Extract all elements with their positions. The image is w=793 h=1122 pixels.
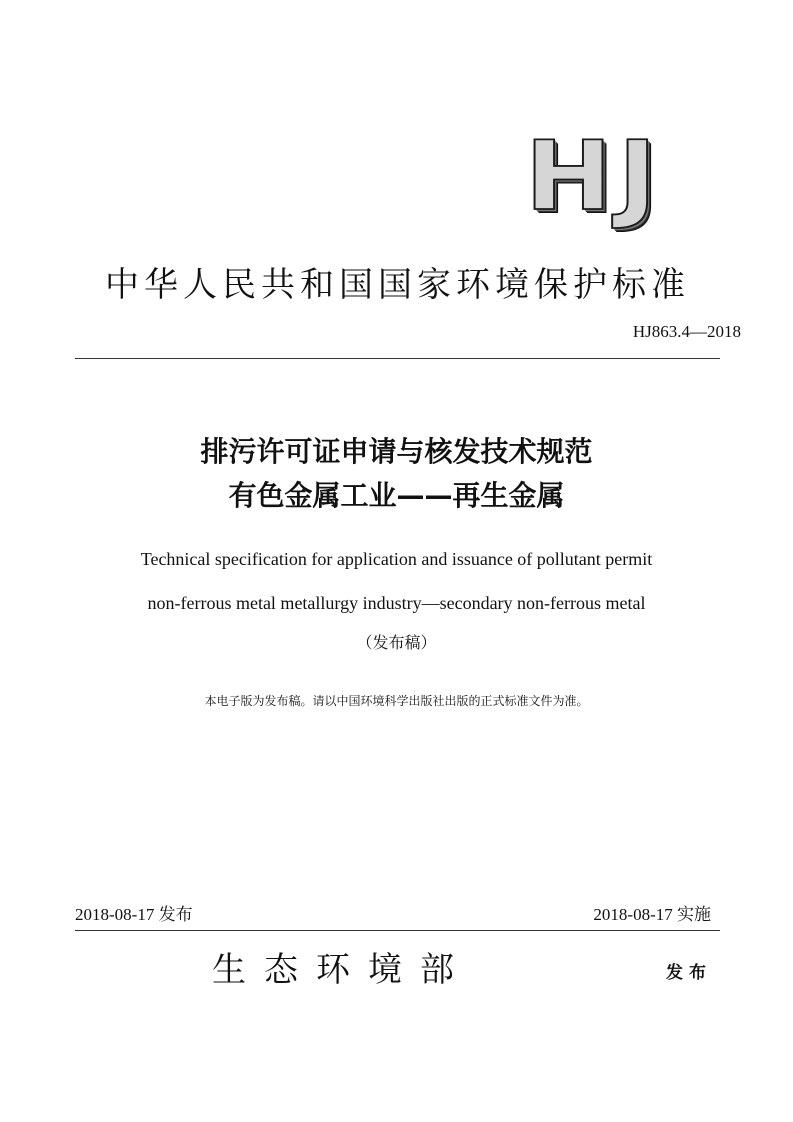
title-en-line2: non-ferrous metal metallurgy industry—secondary non-ferrous metal: [147, 593, 646, 613]
electronic-version-notice: 本电子版为发布稿。请以中国环境科学出版社出版的正式标准文件为准。: [204, 694, 589, 708]
issue-date: 2018-08-17 发布: [75, 905, 193, 924]
implementation-date: 2018-08-17 实施: [593, 905, 711, 924]
draft-label: （发布稿）: [356, 633, 437, 652]
hj-logo: HJ: [525, 119, 663, 233]
issued-label: 发布: [666, 963, 712, 983]
title-cn-line1: 排污许可证申请与核发技术规范: [200, 435, 593, 468]
issuing-authority: 生态环境部: [212, 950, 472, 990]
standard-number: HJ863.4—2018: [632, 322, 741, 341]
header-divider: [75, 358, 720, 359]
title-en-line1: Technical specification for application and issuance of pollutant permit: [140, 549, 653, 569]
footer-divider: [75, 930, 720, 931]
organization-title: 中华人民共和国国家环境保护标准: [105, 265, 690, 305]
title-cn-line2: 有色金属工业——再生金属: [228, 479, 565, 512]
